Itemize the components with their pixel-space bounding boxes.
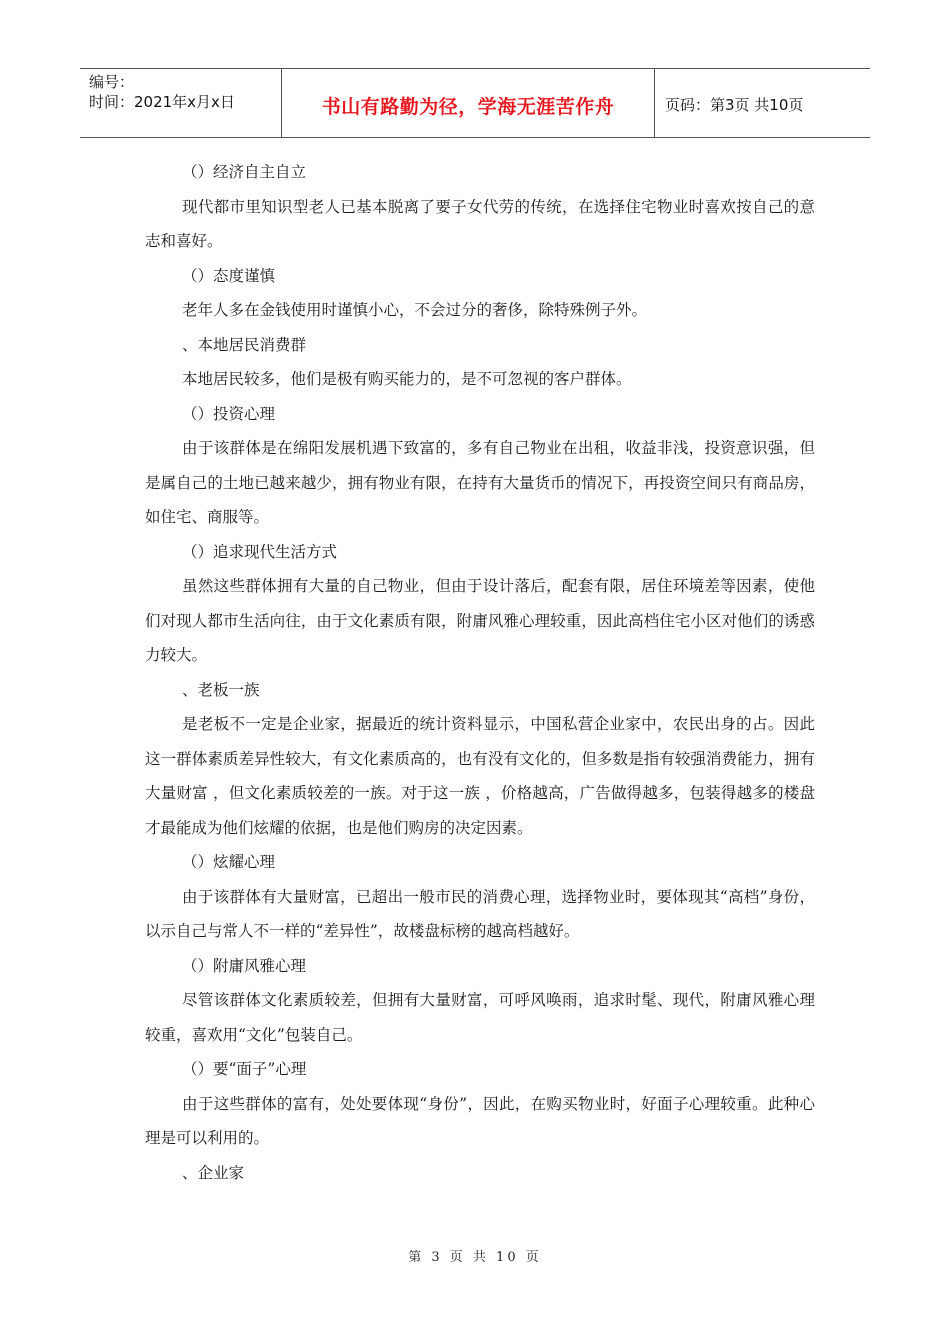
header-page-info: 页码：第3页 共10页 xyxy=(665,96,804,114)
subheading: （）附庸风雅心理 xyxy=(182,956,307,975)
section-heading: 、本地居民消费群 xyxy=(182,335,307,354)
motto-text: 书山有路勤为径，学海无涯苦作舟 xyxy=(321,96,615,118)
paragraph: 老年人多在金钱使用时谨慎小心，不会过分的奢侈，除特殊例子外。 xyxy=(182,301,648,319)
paragraph: 现代都市里知识型老人已基本脱离了要子女代劳的传统，在选择住宅物业时喜欢按自己的意志和喜好。 xyxy=(145,197,815,250)
subheading: （）态度谨慎 xyxy=(182,266,276,285)
document-number-label: 编号： xyxy=(89,73,135,91)
subheading: （）炫耀心理 xyxy=(182,853,276,871)
paragraph: 是老板不一定是企业家，据最近的统计资料显示，中国私营企业家中，农民出身的占。因此这一群体素质差异性较大，有文化素质高的，也有没有文化的，但多数是指有较强消费能力，拥有大量财富 ，但文化素质较差的一族。对于这一族 ，价格越高，广告做得越多，包装得越多的楼盘才最能成为他们炫耀的依据，也是他们购房的决定因素。 xyxy=(145,715,815,837)
subheading: （）经济自主自立 xyxy=(182,163,307,181)
section-heading: 、老板一族 xyxy=(182,680,260,699)
page-footer: 第 3 页 共 10 页 xyxy=(408,1250,542,1265)
header-page-cell xyxy=(655,69,870,137)
header-motto-cell xyxy=(282,69,655,137)
document-body xyxy=(145,155,815,1190)
page-header xyxy=(80,68,870,138)
paragraph: 由于该群体是在绵阳发展机遇下致富的，多有自己物业在出租，收益非浅，投资意识强，但是属自己的土地已越来越少，拥有物业有限，在持有大量货币的情况下，再投资空间只有商品房，如住宅、商服等。 xyxy=(145,439,815,526)
header-meta-cell xyxy=(80,69,282,137)
subheading: （）投资心理 xyxy=(182,404,276,423)
paragraph: 尽管该群体文化素质较差，但拥有大量财富，可呼风唤雨，追求时髦、现代，附庸风雅心理较重，喜欢用“文化”包装自己。 xyxy=(145,991,815,1044)
paragraph: 由于这些群体的富有，处处要体现“身份”，因此，在购买物业时，好面子心理较重。此种心理是可以利用的。 xyxy=(145,1094,815,1147)
subheading: （）要“面子”心理 xyxy=(182,1060,307,1078)
paragraph: 本地居民较多，他们是极有购买能力的，是不可忽视的客户群体。 xyxy=(182,370,632,388)
paragraph: 虽然这些群体拥有大量的自己物业，但由于设计落后，配套有限，居住环境差等因素，使他们对现人都市生活向往，由于文化素质有限，附庸风雅心理较重，因此高档住宅小区对他们的诱惑力较大。 xyxy=(145,577,815,664)
document-time-label: 时间：2021年x月x日 xyxy=(89,93,235,111)
paragraph: 由于该群体有大量财富，已超出一般市民的消费心理，选择物业时，要体现其“高档”身份，以示自己与常人不一样的“差异性”，故楼盘标榜的越高档越好。 xyxy=(145,887,815,940)
section-heading: 、企业家 xyxy=(182,1163,245,1182)
subheading: （）追求现代生活方式 xyxy=(182,542,338,561)
